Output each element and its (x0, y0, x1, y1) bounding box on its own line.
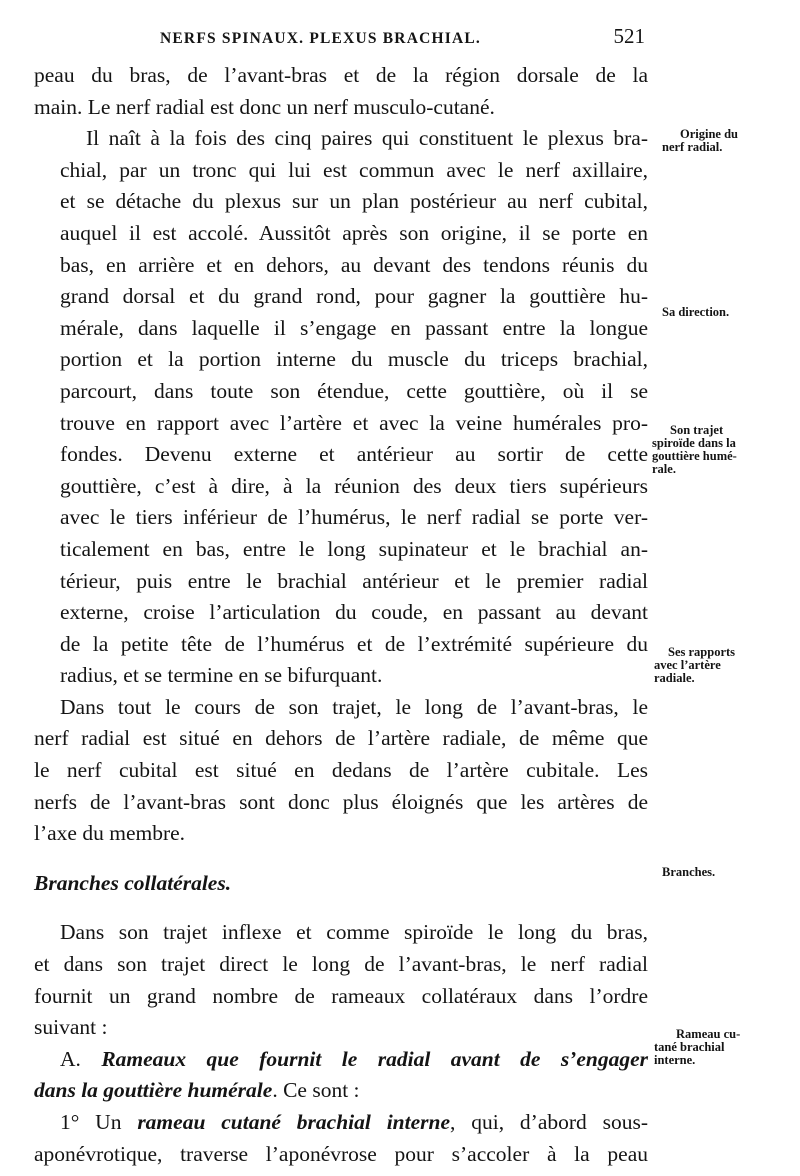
margin-note-line: nerf radial. (662, 140, 723, 154)
page-header (30, 24, 645, 54)
margin-note-trajet (652, 424, 772, 476)
text-fragment: , qui, d’abord sous- (450, 1110, 649, 1134)
text-line: et se détache du plexus sur un plan postérieur au nerf cubital, (60, 189, 648, 214)
text-line: suivant : (34, 1015, 108, 1040)
margin-note-rameau (654, 1028, 774, 1067)
text-line: térieur, puis entre le brachial antérieur et le premier radial (60, 568, 648, 593)
list-label: 1° Un (60, 1110, 122, 1134)
margin-note-line: Sa direction. (662, 305, 730, 319)
margin-note-branches (662, 866, 782, 879)
text-line: bas, en arrière et en dehors, au devant des tendons réunis du (60, 252, 648, 277)
text-line: gouttière, c’est à dire, à la réunion des deux tiers supérieurs (60, 473, 648, 498)
paragraph-6 (34, 1107, 648, 1170)
text-line: Dans tout le cours de son trajet, le long de l’avant-bras, le (60, 694, 648, 719)
text-line (34, 1107, 648, 1139)
paragraph-1 (34, 60, 648, 123)
text-line: nerfs de l’avant-bras sont donc plus éloignés que les artères de (34, 789, 648, 814)
margin-note-line: tané brachial (654, 1040, 725, 1054)
text-line: parcourt, dans toute son étendue, cette gouttière, où il se (60, 378, 648, 403)
text-fragment: . Ce sont : (272, 1078, 360, 1103)
margin-note-direction (662, 306, 782, 319)
text-line: nerf radial est situé en dehors de l’artère radiale, de même que (34, 726, 648, 751)
margin-note-line: rale. (652, 462, 676, 476)
text-line: ticalement en bas, entre le long supinateur et le brachial an- (60, 536, 648, 561)
margin-note-line: gouttière humé- (652, 449, 737, 463)
text-line: portion et la portion interne du muscle du triceps brachial, (60, 347, 648, 372)
margin-note-line: Origine du (680, 127, 738, 141)
margin-note-line: Branches. (662, 865, 716, 879)
margin-note-line: radiale. (654, 671, 695, 685)
text-line: peau du bras, de l’avant-bras et de la région dorsale de la (34, 63, 648, 87)
paragraph-3 (34, 692, 648, 850)
text-line: auquel il est accolé. Aussitôt après son origine, il se porte en (60, 220, 648, 245)
text-line: radius, et se termine en se bifurquant. (60, 663, 383, 688)
margin-note-rapports (654, 646, 774, 685)
margin-note-line: Son trajet (670, 423, 724, 437)
margin-note-line: interne. (654, 1053, 696, 1067)
text-line: de la petite tête de l’humérus et de l’extrémité supérieure du (60, 631, 648, 656)
italic-phrase: Rameaux que fournit le radial avant de s’engager (101, 1046, 649, 1071)
text-line: trouve en rapport avec l’artère et avec la veine humérales pro- (60, 410, 648, 435)
text-line: fondes. Devenu externe et antérieur au sortir de cette (60, 442, 648, 467)
text-line (34, 1044, 648, 1076)
paragraph-4 (34, 917, 648, 1043)
text-line: mérale, dans laquelle il s’engage en passant entre la longue (60, 315, 648, 340)
text-line (34, 1075, 648, 1107)
text-line: Il naît à la fois des cinq paires qui constituent le plexus bra- (86, 126, 648, 151)
list-label: A. (60, 1046, 81, 1071)
paragraph-5 (34, 1044, 648, 1107)
italic-phrase: rameau cutané brachial interne (137, 1110, 451, 1134)
text-line: avec le tiers inférieur de l’humérus, le nerf radial se porte ver- (60, 505, 648, 530)
italic-phrase: dans la gouttière humérale (34, 1078, 273, 1103)
margin-note-line: Rameau cu- (676, 1027, 741, 1041)
main-text (34, 60, 648, 1170)
text-line: et dans son trajet direct le long de l’avant-bras, le nerf radial (34, 952, 648, 977)
text-line: fournit un grand nombre de rameaux collatéraux dans l’ordre (34, 983, 648, 1008)
text-line: le nerf cubital est situé en dedans de l’artère cubitale. Les (34, 758, 648, 783)
text-line: chial, par un tronc qui lui est commun avec le nerf axillaire, (60, 157, 648, 182)
text-line: Dans son trajet inflexe et comme spiroïde le long du bras, (60, 920, 648, 945)
section-heading: Branches collatérales. (34, 870, 232, 895)
margin-note-line: spiroïde dans la (652, 436, 736, 450)
text-line: aponévrotique, traverse l’aponévrose pour s’accoler à la peau (34, 1141, 648, 1166)
running-head: NERFS SPINAUX. PLEXUS BRACHIAL. (160, 30, 481, 47)
text-line: main. Le nerf radial est donc un nerf musculo-cutané. (34, 94, 495, 119)
text-line: grand dorsal et du grand rond, pour gagner la gouttière hu- (60, 284, 648, 309)
margin-note-origine (662, 128, 782, 154)
text-line: externe, croise l’articulation du coude, en passant au devant (60, 600, 648, 625)
margin-note-line: Ses rapports (668, 645, 736, 659)
margin-note-line: avec l’artère (654, 658, 721, 672)
text-line: l’axe du membre. (34, 821, 186, 846)
page-number: 521 (613, 24, 645, 48)
paragraph-2 (34, 123, 648, 692)
